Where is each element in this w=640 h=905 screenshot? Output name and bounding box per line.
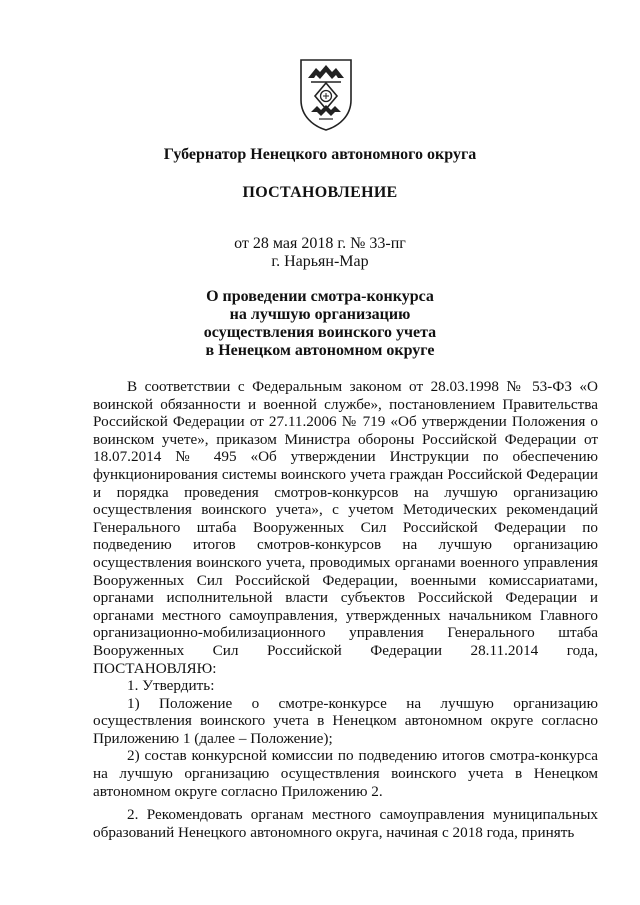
document-title bbox=[0, 288, 640, 360]
title-line: на лучшую организацию bbox=[229, 306, 411, 323]
title-line: осуществления воинского учета bbox=[203, 324, 437, 341]
coat-of-arms-icon bbox=[297, 56, 355, 132]
title-line: О проведении смотра-конкурса bbox=[206, 288, 434, 305]
preamble-paragraph: В соответствии с Федеральным законом от 28.03.1998 № 53-ФЗ «О воинской обязанности и военной службе», постановлением Правительства Российской Федерации от 27.11.2006 № 719 «Об утверждении Положения о воинском учете», приказом Министра обороны Российской Федерации от 18.07.2014 № 495 «Об утверждении Инструкции по обеспечению функционирования системы воинского учета граждан Российской Федерации и порядка проведения смотров-конкурсов на лучшую организацию осуществления воинского учета», с учетом Методических рекомендаций Генерального штаба Вооруженных Сил Российской Федерации по подведению итогов смотров-конкурсов на лучшую организацию осуществления воинского учета, проводимых органами военного управления Вооруженных Сил Российской Федерации, военными комиссариатами, органами исполнительной власти субъектов Российской Федерации и органами местного самоуправления, утвержденных начальником Главного организационно-мобилизационного управления Генерального штаба Вооруженных Сил Российской Федерации 28.11.2014 года, ПОСТАНОВЛЯЮ: bbox=[93, 378, 598, 677]
document-type: ПОСТАНОВЛЕНИЕ bbox=[242, 184, 398, 201]
issuer-heading: Губернатор Ненецкого автономного округа bbox=[163, 146, 477, 163]
document-body bbox=[93, 378, 598, 841]
document-city: г. Нарьян-Мар bbox=[271, 253, 369, 270]
item-1-paragraph: 1. Утвердить: bbox=[127, 677, 215, 695]
item-2-paragraph: 2. Рекомендовать органам местного самоуправления муниципальных образований Ненецкого автономного округа, начиная с 2018 года, принять bbox=[93, 806, 598, 841]
item-1-2-paragraph: 2) состав конкурсной комиссии по подведению итогов смотра-конкурса на лучшую организацию осуществления воинского учета в Ненецком автономном округе согласно Приложению 2. bbox=[93, 747, 598, 800]
document-date-number: от 28 мая 2018 г. № 33-пг bbox=[234, 235, 406, 252]
title-line: в Ненецком автономном округе bbox=[205, 342, 435, 359]
item-1-1-paragraph: 1) Положение о смотре-конкурсе на лучшую организацию осуществления воинского учета в Ненецком автономном округе согласно Приложению 1 (далее – Положение); bbox=[93, 694, 598, 747]
